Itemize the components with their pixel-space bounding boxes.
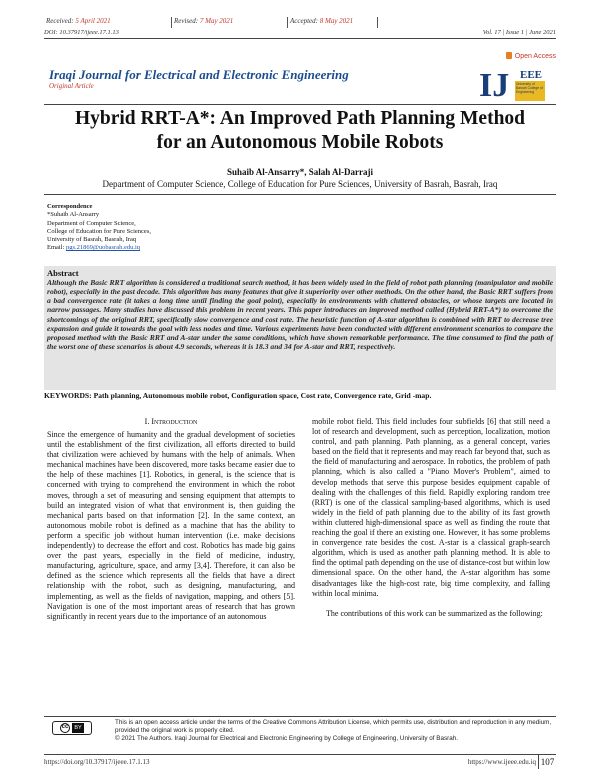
page-number: 107	[538, 755, 556, 769]
open-access-lock-icon	[506, 52, 512, 59]
logo-eee-text: EEE	[520, 69, 543, 81]
header-divider	[44, 104, 556, 105]
accepted-date: Accepted: 8 May 2021	[288, 17, 378, 28]
page-footer	[44, 754, 556, 768]
intro-left-column	[47, 430, 295, 622]
abstract-text: Although the Basic RRT algorithm is considered a traditional search method, it has been widely used in the field of robot path planning (manipulator and mobile robot), especially in the past decade. This algorithm has many features that give it superiority over other methods. On the other hand, the Basic RRT suffers from a bad convergence rate (it takes a long time until finding the goal point), especially in environments with cluttered obstacles, or whose targets are located in narrow passages. Many studies have discussed this problem in recent years. This paper introduces an improved method called (Hybrid RRT-A*) to overcome the shortcomings of the original RRT, specifically slow convergence and cost rate. The heuristic function of A-star algorithm is combined with RRT to decrease tree expansion and guide it towards the goal with less nodes and time. Various experiments have been conducted with different environment scenarios to compare the proposed method with the Basic RRT and A-star under the same conditions, which have shown remarkable performance. The time consumed to find the path of the worst one of these scenarios is about 4.9 seconds, whereas it is 18.3 and 34 for A-star and RRT, respectively.	[47, 278, 553, 352]
footer-doi-link[interactable]: https://doi.org/10.37917/ijeee.17.1.13	[44, 758, 150, 766]
cc-by-badge[interactable]	[52, 721, 92, 735]
journal-logo	[478, 63, 547, 103]
contributions-paragraph: The contributions of this work can be summarized as the following:	[326, 608, 543, 618]
logo-subtext: University of Basrah College of Engineering	[516, 82, 543, 94]
intro-paragraph-continued: mobile robot field. This field includes four subfields [6] that still need a lot of research and development, such as perception, localization, motion control, and path planning. Path planning, as a general concept, varies based on the field that it represents and may reach far beyond that, such as the field of manufacturing and aerospace. In robotics, the problem of path planning, which is also called a "Piano Mover's Problem", aimed to develop methods that serve this purpose besides equipment capable of dealing with the challenges of this field. Rapidly exploring random tree (RRT) is one of the classical sampling-based algorithms, which is used widely in the field of path planning due to the ability of its fast growth within cluttered high-dimensional space as well as finding the route that reaching the goal if there an existing one. However, it has some problems in convergence rate besides the cost. A-star is a classical graph-search algorithm, which is used as another path planning method. It is able to find the optimal path depending on the use of distance-cost but within low dimensional space. On the other hand, the A-star algorithm has some disadvantages like the high-cost rate, big time complexity, and falling within local minima.	[312, 417, 550, 598]
affiliation: Department of Computer Science, College of Education for Pure Sciences, University of Basrah, Basrah, Iraq	[102, 179, 498, 189]
logo-ij-text: IJ	[479, 67, 510, 103]
email-link[interactable]: pgs.21869@uobasrah.edu.iq	[65, 244, 141, 252]
article-type: Original Article	[49, 82, 94, 90]
volume-issue: Vol. 17 | Issue 1 | June 2021	[482, 29, 556, 36]
intro-right-column	[312, 417, 550, 619]
correspondence: Correspondence *Suhaib Al-Ansarry Department of Computer Science, College of Education for Pure Sciences, University of Basrah, Basrah, Iraq Email: pgs.21869@uobasrah.edu.iq	[47, 203, 151, 252]
open-access-badge: Open Access	[506, 52, 556, 60]
received-date: Received: 5 April 2021	[44, 17, 172, 28]
title-divider	[44, 194, 556, 195]
authors: Suhaib Al-Ansarry*, Salah Al-Darraji	[226, 167, 374, 177]
revised-date: Revised: 7 May 2021	[172, 17, 288, 28]
abstract-heading: Abstract	[47, 268, 79, 278]
by-icon: BY	[72, 723, 84, 733]
intro-paragraph: Since the emergence of humanity and the gradual development of societies until the establishment of the first civilization, all efforts directed to build that civilization were achieved by humans with the help of animals. When mechanical machines have been discovered, more tasks became easier due to the help of these machines [1]. Robotics, in general, is the science that is concerned with trying to comprehend the environment in which the robot moves, through a set of measuring and sensing equipment that attempts to build an integrated vision of what that environment is, then guiding the mechanical parts based on that information [2]. In the same context, an autonomous mobile robot is defined as a machine that has the ability to perform a specific job without human intervention (i.e. make decisions independently) to decrease the effort and cost. Robotics has made big gains over the past years, especially in the field of medicine, industry, manufacturing, agriculture, space, and army [3,4]. Therefore, it can also be defined as the science which represents all the fields that have a direct relationship with the robot, such as designing, manufacturing, and implementing, as well as the fields of navigation, mapping, and others [5]. Navigation is one of the most important areas of research that has grown significantly in recent years due to the importance of an autonomous	[47, 430, 295, 621]
paper-title: Hybrid RRT-A*: An Improved Path Planning Method for an Autonomous Mobile Robots	[74, 108, 526, 153]
license-text: This is an open access article under the terms of the Creative Commons Attribution License, which permits use, distribution and reproduction in any medium, provided the original work is properly cited. © 2021 The Authors. Iraqi Journal for Electrical and Electronic Engineering by College of Engineering, University of Basrah.	[115, 719, 552, 743]
journal-title: Iraqi Journal for Electrical and Electronic Engineering	[49, 67, 349, 82]
cc-icon: cc	[60, 723, 70, 733]
doi-row	[44, 29, 556, 39]
section-heading-introduction: I. Introduction	[144, 417, 198, 426]
doi: DOI: 10.37917/ijeee.17.1.13	[44, 29, 119, 36]
keywords: KEYWORDS: Path planning, Autonomous mobile robot, Configuration space, Cost rate, Convergence rate, Grid -map.	[44, 391, 432, 400]
abstract-box	[44, 266, 556, 390]
footer-site-link[interactable]: https://www.ijeee.edu.iq	[467, 758, 536, 766]
article-dates	[44, 17, 556, 28]
